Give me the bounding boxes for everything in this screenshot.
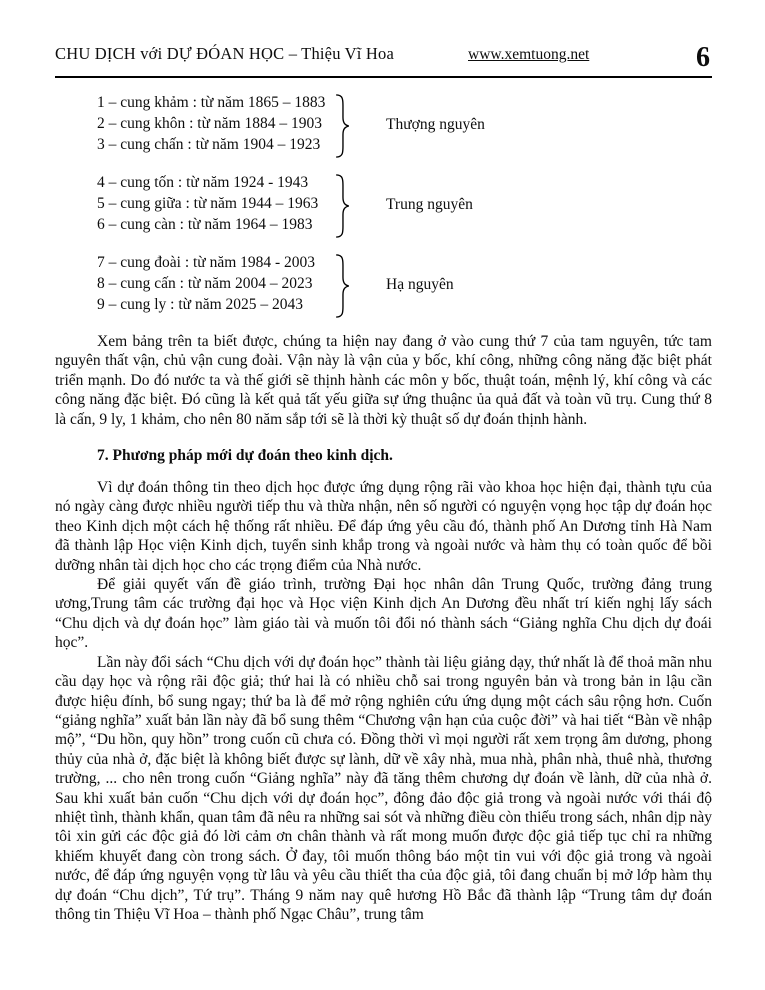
- group-label: Thượng nguyên: [386, 116, 485, 133]
- list-item: 4 – cung tốn : từ năm 1924 - 1943: [97, 174, 309, 191]
- list-item: 3 – cung chấn : từ năm 1904 – 1923: [97, 136, 321, 153]
- list-item: 9 – cung ly : từ năm 2025 – 2043: [97, 296, 304, 313]
- paragraph-1: Xem bảng trên ta biết được, chúng ta hiện nay đang ở vào cung thứ 7 của tam nguyên, tức tam nguyên thất vận, chủ vận cung đoài. Vận này là vận của y bốc, khí công, những công năng đặc biệt phát triển mạnh. Do đó nước ta và thế giới sẽ thịnh hành các môn y bốc, thuật toán, mệnh lý, khí công và các công năng đặc biệt. Đó cũng là kết quả tất yếu giữa sự ứng thuậnc ủa quả đất và toàn vũ trụ. Cung thứ 8 là cấn, 9 ly, 1 khảm, cho nên 80 năm sắp tới sẽ là thời kỳ thuật số dự đoán thịnh hành.: [55, 333, 712, 428]
- curly-brace-icon: [334, 174, 350, 238]
- cung-group-ha-nguyen: [97, 252, 712, 318]
- cung-group-thuong-nguyen: [97, 92, 712, 158]
- paragraph-3: Để giải quyết vấn đề giáo trình, trường Đại học nhân dân Trung Quốc, trường đảng trung ương,Trung tâm các trường đại học và Học viện Kinh dịch An Dương đều nhất trí kiến nghị lấy sách “Chu dịch và dự đoán học” làm giáo tài và muốn tôi đổi nó thành sách “Giảng nghĩa Chu dịch dự đoái học”.: [55, 576, 712, 652]
- section-heading: 7. Phương pháp mới dự đoán theo kinh dịch.: [97, 447, 393, 465]
- cung-group-trung-nguyen: [97, 172, 712, 238]
- list-item: 1 – cung khảm : từ năm 1865 – 1883: [97, 94, 326, 111]
- list-item: 8 – cung cấn : từ năm 2004 – 2023: [97, 275, 313, 292]
- curly-brace-icon: [334, 94, 350, 158]
- list-item: 6 – cung càn : từ năm 1964 – 1983: [97, 216, 313, 233]
- curly-brace-icon: [334, 254, 350, 318]
- list-item: 7 – cung đoài : từ năm 1984 - 2003: [97, 254, 316, 271]
- group-label: Hạ nguyên: [386, 276, 454, 293]
- list-item: 2 – cung khôn : từ năm 1884 – 1903: [97, 115, 322, 132]
- group-label: Trung nguyên: [386, 196, 473, 213]
- website-link[interactable]: www.xemtuong.net: [468, 46, 590, 63]
- paragraph-4: Lần này đổi sách “Chu dịch với dự đoán học” thành tài liệu giảng dạy, thứ nhất là để thoả mãn nhu cầu dạy học và rộng rãi độc giả; thứ hai là có nhiều chỗ sai trong nguyên bản và trong bản in lậu cần được hiệu đính, bổ sung ngay; thứ ba là để mở rộng nghiên cứu ứng dụng một cách sâu rộng hơn. Cuốn “giảng nghĩa” xuất bản lần này đã bổ sung thêm “Chương vận hạn của cuộc đời” và hai tiết “Bàn về nhập mộ”, “Du hồn, quy hồn” trong cuốn cũ chưa có. Đồng thời vì mọi người rất xem trọng âm dương, phong thủy của nhà ở, đặc biệt là không biết được sự lành, dữ về xây nhà, mua nhà, phân nhà, thuê nhà, thương trường, ... cho nên trong cuốn “Giảng nghĩa” này đã tăng thêm chương dự đoán về lành, dữ của nhà ở. Sau khi xuất bản cuốn “Chu dịch với dự đoán học”, đông đảo độc giả trong và ngoài nước với thái độ nhiệt tình, thành khẩn, quan tâm đã nêu ra những sai sót và những điều còn thiếu trong sách, nhân dịp này tôi xin gửi các độc giả đó lời cảm ơn chân thành và rất mong muốn được độc giả tiếp tục chỉ ra những khiếm khuyết đang còn trong sách. Ở đay, tôi muốn thông báo một tin vui với độc giả trong và ngoài nước, để đáp ứng nguyện vọng từ lâu và yêu cầu thiết tha của độc giả, tôi đang chuẩn bị mở lớp hàm thụ dự đoán “Chu dịch”, Tứ trụ”. Tháng 9 năm nay quê hương Hồ Bắc đã thành lập “Trung tâm dự đoán thông tin Thiệu Vĩ Hoa – thành phố Ngạc Châu”, trung tâm: [55, 653, 712, 923]
- paragraph-2: Vì dự đoán thông tin theo dịch học được ứng dụng rộng rãi vào khoa học hiện đại, thành tựu của nó ngày càng được nhiều người tiếp thu và thừa nhận, nên số người có nguyện vọng học tập dự đoán học theo Kinh dịch một cách hệ thống rất nhiều. Để đáp ứng yêu cầu đó, thành phố An Dương tỉnh Hà Nam đã thành lập Học viện Kinh dịch, tuyển sinh khắp trong và ngoài nước và hàm thụ có toàn quốc để bồi dưỡng nhân tài dịch học cho các trọng điểm của Nhà nước.: [55, 479, 712, 574]
- list-item: 5 – cung giữa : từ năm 1944 – 1963: [97, 195, 319, 212]
- header-title: CHU DỊCH với DỰ ĐÓAN HỌC – Thiệu Vĩ Hoa: [55, 44, 395, 63]
- cung-list: [97, 92, 712, 318]
- page-number: 6: [696, 42, 710, 73]
- body-text: [55, 332, 712, 924]
- page-header: [55, 0, 712, 78]
